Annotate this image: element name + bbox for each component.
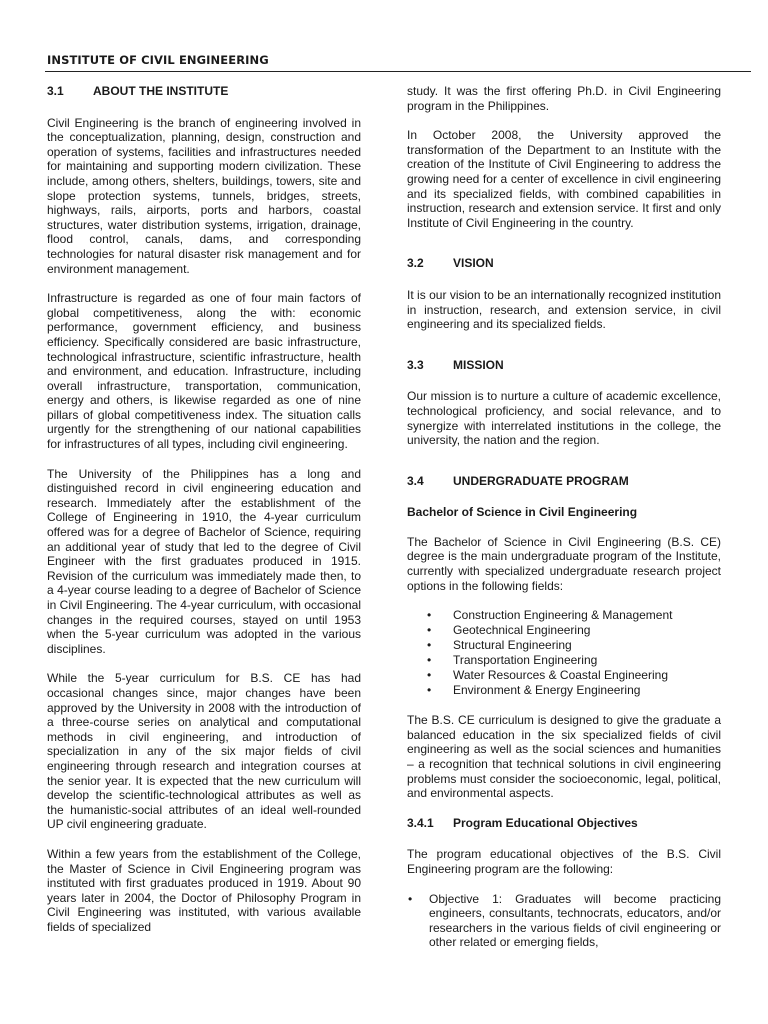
paragraph-curriculum-changes: While the 5-year curriculum for B.S. CE has had occasional changes since, major changes have been approved by the University in 2008 with the introduction of a three-course series on analytical and computational methods in civil engineering, and introduction of specialization in any of the six major fields of civil engineering through research and integration courses at the senior year. It is expected that the new curriculum will develop the scientific-technological attributes as well as the humanistic-social attributes of an ideal well-rounded UP civil engineering graduate. [47, 671, 361, 832]
paragraph-mission: Our mission is to nurture a culture of academic excellence, technological proficiency, and social relevance, and to synergize with interrelated institutions in the college, the university, the nation and the region. [407, 389, 721, 448]
paragraph-infrastructure: Infrastructure is regarded as one of four main factors of global competitiveness, along the with: economic performance, government efficiency, and business efficiency. Specifically considered are basic infrastructure, technological infrastructure, scientific infrastructure, health and environment, and education. Infrastructure, including overall infrastructure, transportation, communication, energy and others, is likewise regarded as one of nine pillars of global competitiveness index. The situation calls urgently for the strengthening of our national capabilities for infrastructures of all types, including civil engineering. [47, 291, 361, 452]
right-column [407, 84, 721, 965]
objective-1: • Objective 1: Graduates will become practicing engineers, consultants, technocrats, educators, and/or researchers in the various fields of civil engineering or other related or emerging fields, [407, 892, 721, 950]
list-item: • Structural Engineering [407, 638, 721, 653]
list-item: • Construction Engineering & Management [407, 608, 721, 623]
paragraph-vision: It is our vision to be an internationally recognized institution in instruction, research, and extension service, in civil engineering and its specialized fields. [407, 287, 721, 332]
paragraph-peo-intro: The program educational objectives of the B.S. Civil Engineering program are the following: [407, 847, 721, 876]
section-title: Program Educational Objectives [453, 815, 638, 830]
section-number: 3.3 [407, 357, 424, 372]
paragraph-up-history: The University of the Philippines has a long and distinguished record in civil engineering education and research. Immediately after the establishment of the College of Engineering in 1910, the 4-year curriculum offered was for a degree of Bachelor of Science, requiring an additional year of study that led to the degree of Civil Engineer with the first graduates produced in 1915. Revision of the curriculum was immediately made then, to a 4-year course leading to a degree of Bachelor of Science in Civil Engineering. The 4-year curriculum, with occasional changes in the required courses, stayed on until 1953 when the 5-year curriculum was adopted in the various disciplines. [47, 466, 361, 656]
section-3-4-1-heading [407, 816, 721, 831]
list-item: • Environment & Energy Engineering [407, 683, 721, 698]
header-rule [45, 71, 751, 72]
list-item: • Geotechnical Engineering [407, 623, 721, 638]
section-number: 3.4.1 [407, 815, 434, 830]
paragraph-bs-degree: The Bachelor of Science in Civil Engineering (B.S. CE) degree is the main undergraduate program of the Institute, currently with specialized undergraduate research project options in the following fields: [407, 534, 721, 593]
page-header: INSTITUTE OF CIVIL ENGINEERING [47, 53, 269, 67]
section-3-2-heading [407, 256, 721, 271]
paragraph-continued: study. It was the first offering Ph.D. in Civil Engineering program in the Philippines. [407, 84, 721, 113]
section-title: UNDERGRADUATE PROGRAM [453, 473, 629, 488]
left-column [47, 84, 361, 949]
paragraph-curriculum-design: The B.S. CE curriculum is designed to give the graduate a balanced education in the six specialized fields of civil engineering as well as the social sciences and humanities – a recognition that technical solutions in civil engineering problems must consider the socioeconomic, legal, political, and environmental aspects. [407, 713, 721, 801]
section-3-1-heading [47, 84, 361, 99]
list-item: • Transportation Engineering [407, 653, 721, 668]
section-number: 3.4 [407, 473, 424, 488]
section-title: VISION [453, 256, 494, 271]
list-item: • Water Resources & Coastal Engineering [407, 668, 721, 683]
paragraph-october-2008: In October 2008, the University approved the transformation of the Department to an Institute with the creation of the Institute of Civil Engineering to address the growing need for a center of excellence in civil engineering and its specialized fields, with combined capabilities in instruction, research and extension service. It first and only Institute of Civil Engineering in the country. [407, 128, 721, 230]
section-3-4-heading [407, 474, 721, 489]
section-number: 3.2 [407, 256, 424, 271]
paragraph-graduate-programs: Within a few years from the establishment of the College, the Master of Science in Civil Engineering program was instituted with first graduates produced in 1919. About 90 years later in 2004, the Doctor of Philosophy Program in Civil Engineering was instituted, with various available fields of specialized [47, 846, 361, 934]
section-title: ABOUT THE INSTITUTE [93, 84, 229, 98]
paragraph-civil-engineering: Civil Engineering is the branch of engineering involved in the conceptualization, planning, design, construction and operation of systems, facilities and infrastructures needed for maintaining and supporting modern civilization. These include, among others, shelters, buildings, towers, site and slope protection systems, tunnels, bridges, streets, highways, rails, airports, ports and harbors, coastal structures, water distribution systems, irrigation, drainage, flood control, canals, dams, and corresponding technologies for natural disaster risk management and for environment management. [47, 115, 361, 276]
bscE-subtitle: Bachelor of Science in Civil Engineering [407, 505, 638, 520]
section-3-3-heading [407, 358, 721, 373]
specialization-fields-list [407, 608, 721, 698]
section-title: MISSION [453, 357, 504, 372]
section-number: 3.1 [47, 84, 64, 98]
